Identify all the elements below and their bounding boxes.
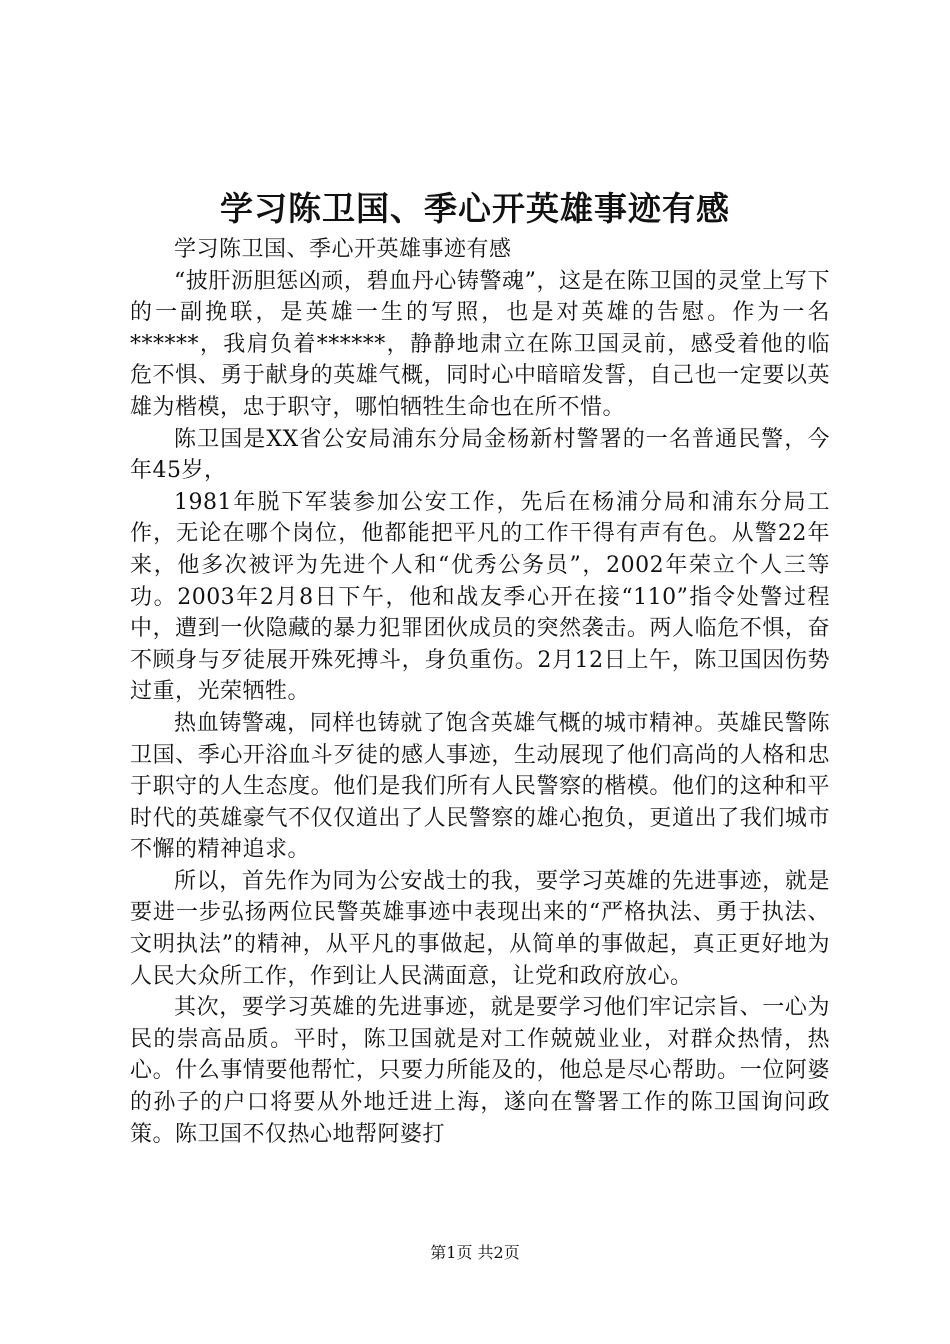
body-paragraph: 1981年脱下军装参加公安工作，先后在杨浦分局和浦东分局工作，无论在哪个岗位，他都能把平凡的工作干得有声有色。从警22年来，他多次被评为先进个人和“优秀公务员”，2002年荣立个人三等功。2003年2月8日下午，他和战友季心开在接“110”指令处警过程中，遭到一伙隐藏的暴力犯罪团伙成员的突然袭击。两人临危不惧，奋不顾身与歹徒展开殊死搏斗，身负重伤。2月12日上午，陈卫国因伤势过重，光荣牺牲。 xyxy=(130,489,830,705)
body-paragraph: 陈卫国是XX省公安局浦东分局金杨新村警署的一名普通民警，今年45岁， xyxy=(130,426,830,484)
subtitle-paragraph: 学习陈卫国、季心开英雄事迹有感 xyxy=(174,237,512,262)
body-paragraph: “披肝沥胆惩凶顽，碧血丹心铸警魂”，这是在陈卫国的灵堂上写下的一副挽联，是英雄一生的写照，也是对英雄的告慰。作为一名******，我肩负着******，静静地肃立在陈卫国灵前，感受着他的临危不惧、勇于献身的英雄气概，同时心中暗暗发誓，自己也一定要以英雄为楷模，忠于职守，哪怕牺牲生命也在所不惜。 xyxy=(130,268,830,420)
body-paragraph: 所以，首先作为同为公安战士的我，要学习英雄的先进事迹，就是要进一步弘扬两位民警英雄事迹中表现出来的“严格执法、勇于执法、文明执法”的精神，从平凡的事做起，从简单的事做起，真正更好地为人民大众所工作，作到让人民满面意，让党和政府放心。 xyxy=(130,868,830,989)
document-body xyxy=(130,234,830,1150)
document-title: 学习陈卫国、季心开英雄事迹有感 xyxy=(220,189,730,228)
body-paragraph: 其次，要学习英雄的先进事迹，就是要学习他们牢记宗旨、一心为民的崇高品质。平时，陈卫国就是对工作兢兢业业，对群众热情，热心。什么事情要他帮忙，只要力所能及的，他总是尽心帮助。一位阿婆的孙子的户口将要从外地迁进上海，遂向在警署工作的陈卫国询问政策。陈卫国不仅热心地帮阿婆打 xyxy=(130,995,830,1147)
body-paragraph: 热血铸警魂，同样也铸就了饱含英雄气概的城市精神。英雄民警陈卫国、季心开浴血斗歹徒的感人事迹，生动展现了他们高尚的人格和忠于职守的人生态度。他们是我们所有人民警察的楷模。他们的这种和平时代的英雄豪气不仅仅道出了人民警察的雄心抱负，更道出了我们城市不懈的精神追求。 xyxy=(130,710,830,863)
page-number-footer: 第1页 共2页 xyxy=(430,1243,520,1262)
